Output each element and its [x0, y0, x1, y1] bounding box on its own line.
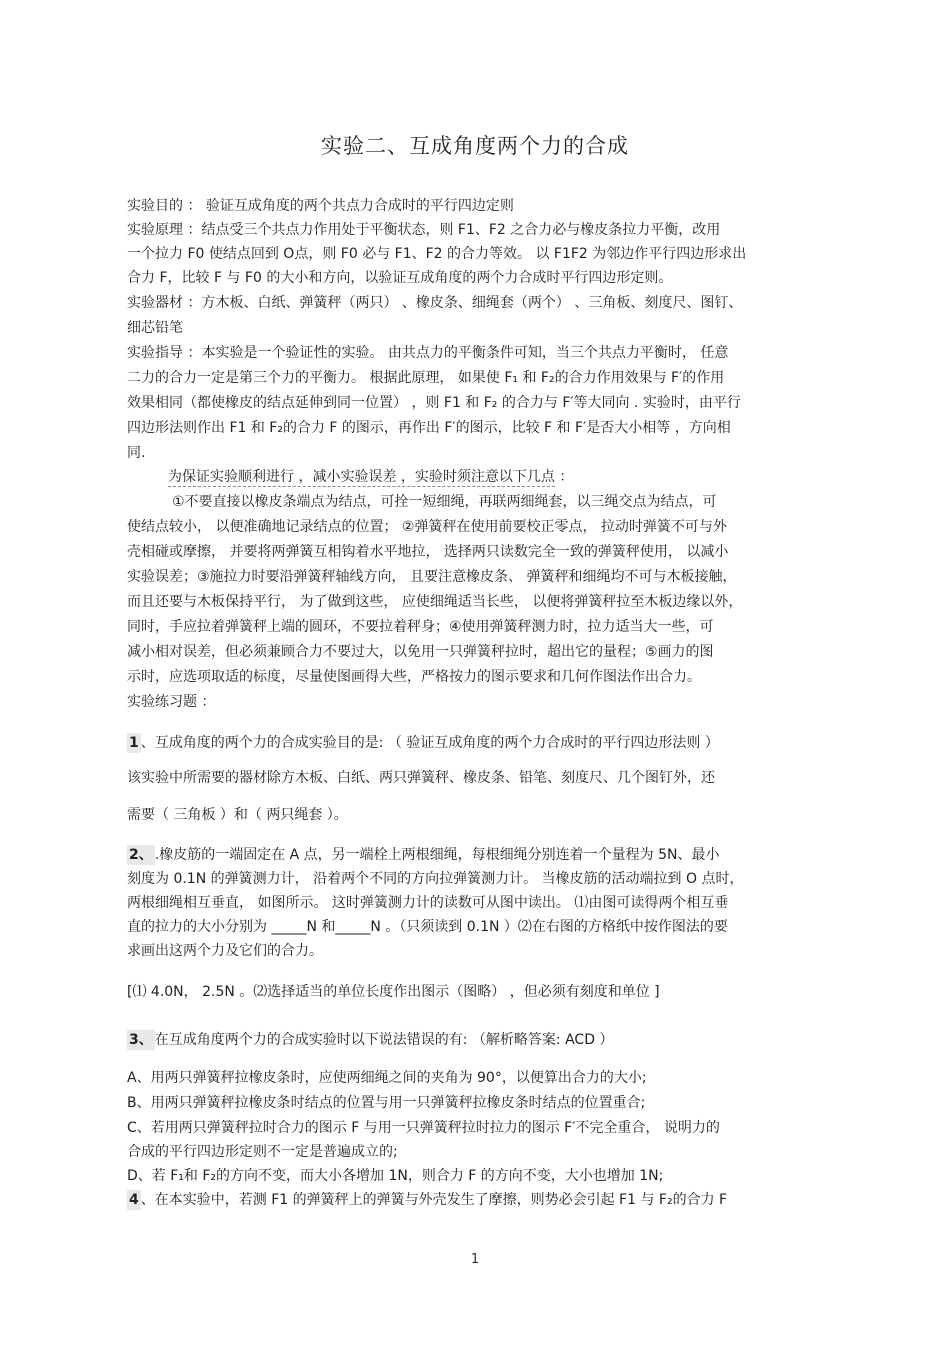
notes-heading-text: 为保证实验顺利进行 ，减小实验误差 ，实验时须注意以下几点: [168, 469, 555, 485]
q2-line2: 刻度为 0.1N 的弹簧测力计， 沿着两个不同的方向拉弹簧测力计。 当橡皮筋的活动端拉到 O 点时，: [127, 871, 744, 887]
note-line: 同时，手应拉着弹簧秤上端的圆环，不要拉着秤身；④使用弹簧秤测力时，拉力适当大一些，可: [127, 619, 714, 635]
note-line: 减小相对误差，但必须兼顾合力不要过大，以免用一只弹簧秤拉时，超出它的量程；⑤画力的图: [127, 644, 714, 660]
body-line: 合力 F，比较 F 与 F0 的大小和方向，以验证互成角度的两个力合成时平行四边形定则。: [127, 270, 673, 286]
q3-text: 在互成角度两个力的合成实验时以下说法错误的有: （解析略答案: ACD ）: [154, 1032, 614, 1048]
body-line: 二力的合力一定是第三个力的平衡力。 根据此原理， 如果使 F₁ 和 F₂的合力作用效果与 F′的作用: [127, 370, 725, 386]
body-line: 实验指导 ：本实验是一个验证性的实验。 由共点力的平衡条件可知，当三个共点力平衡时， 任意: [127, 345, 729, 361]
body-line: 实验目的 ： 验证互成角度的两个共点力合成时的平行四边定则: [127, 198, 514, 214]
q2-number: 2、: [129, 847, 153, 863]
body-line: 实验器材 ：方木板、白纸、弹簧秤（两只） 、橡皮条、细绳套（两个） 、三角板、刻度尺、图钉、: [127, 295, 743, 311]
note-line: 实验误差；③施拉力时要沿弹簧秤轴线方向， 且要注意橡皮条、 弹簧秤和细绳均不可与木板接触，: [127, 569, 737, 585]
note-line: 壳相碰或摩擦， 并要将两弹簧互相钩着水平地拉， 选择两只读数完全一致的弹簧秤使用， 以减小: [127, 544, 729, 560]
q3-option-c-line1: C、若用两只弹簧秤拉时合力的图示 F 与用一只弹簧秤拉时拉力的图示 F′不完全重合， 说明力的: [127, 1120, 720, 1136]
q1-number: 1: [129, 735, 139, 751]
q1-line1: [127, 733, 827, 753]
body-line: 细芯铅笔: [127, 320, 183, 336]
body-line: 一个拉力 F0 使结点回到 O点，则 F0 必与 F1、F2 的合力等效。 以 F1F2 为邻边作平行四边形求出: [127, 246, 747, 262]
note-line: ①不要直接以橡皮条端点为结点，可拴一短细绳，再联两细绳套，以三绳交点为结点，可: [172, 494, 717, 510]
page-number: 1: [470, 1252, 480, 1267]
notes-heading: [168, 467, 868, 487]
body-line: 实验原理 ：结点受三个共点力作用处于平衡状态，则 F1、F2 之合力必与橡皮条拉力平衡，改用: [127, 222, 721, 238]
body-line: 同.: [127, 445, 146, 461]
body-line: 四边形法则作出 F1 和 F₂的合力 F 的图示，再作出 F′的图示，比较 F 和 F′是否大小相等 ，方向相: [127, 420, 731, 436]
q1-text: 、互成角度的两个力的合成实验目的是: （ 验证互成角度的两个力合成时的平行四边形法则 ）: [140, 735, 719, 751]
q3-option-b: B、用两只弹簧秤拉橡皮条时结点的位置与用一只弹簧秤拉橡皮条时结点的位置重合;: [127, 1095, 646, 1111]
q3-option-a: A、用两只弹簧秤拉橡皮条时，应使两细绳之间的夹角为 90°，以便算出合力的大小;: [127, 1070, 647, 1086]
q3-number: 3、: [129, 1032, 153, 1048]
page-title: 实验二、互成角度两个力的合成: [321, 134, 629, 158]
q1-line3: 需要（ 三角板 ）和（ 两只绳套 ）。: [127, 807, 348, 823]
q4-line1: [127, 1190, 827, 1210]
q2-text: .橡皮筋的一端固定在 A 点，另一端栓上两根细绳，每根细绳分别连着一个量程为 5N、最小: [154, 847, 720, 863]
q2-line4: 直的拉力的大小分别为 _____N 和_____N 。（只须读到 0.1N ）⑵在右图的方格纸中按作图法的要: [127, 919, 728, 935]
q2-line3: 两根细绳相互垂直， 如图所示。 这时弹簧测力计的读数可从图中读出。 ⑴由图可读得两个相互垂: [127, 895, 729, 911]
q4-text: 、在本实验中，若测 F1 的弹簧秤上的弹簧与外壳发生了摩擦，则势必会引起 F1 与 F₂的合力 F: [140, 1192, 728, 1208]
notes-heading-colon: ：: [559, 469, 574, 485]
q3-option-d: D、若 F₁和 F₂的方向不变，而大小各增加 1N，则合力 F 的方向不变，大小也增加 1N;: [127, 1168, 664, 1184]
body-line: 效果相同（都使橡皮的结点延伸到同一位置） ，则 F1 和 F₂ 的合力与 F′等大同向 . 实验时，由平行: [127, 395, 741, 411]
note-line: 而且还要与木板保持平行， 为了做到这些， 应使细绳适当长些， 以便将弹簧秤拉至木板边缘以外，: [127, 594, 743, 610]
q2-answer: [⑴ 4.0N， 2.5N 。⑵选择适当的单位长度作出图示（图略） ，但必须有刻度和单位 ]: [127, 984, 660, 1000]
q3-option-c-line2: 合成的平行四边形定则不一定是普遍成立的;: [127, 1144, 398, 1160]
exercise-heading: 实验练习题 ：: [127, 694, 216, 710]
q3-line1: [127, 1030, 827, 1050]
q4-number: 4: [129, 1192, 139, 1208]
note-line: 使结点较小， 以便准确地记录结点的位置； ②弹簧秤在使用前要校正零点， 拉动时弹簧不可与外: [127, 519, 727, 535]
q2-line1: [127, 845, 827, 865]
q1-line2: 该实验中所需要的器材除方木板、白纸、两只弹簧秤、橡皮条、铅笔、刻度尺、几个图钉外，还: [127, 770, 715, 786]
q2-line5: 求画出这两个力及它们的合力。: [127, 943, 323, 959]
note-line: 示时，应选项取适的标度，尽量使图画得大些，严格按力的图示要求和几何作图法作出合力。: [127, 669, 701, 685]
